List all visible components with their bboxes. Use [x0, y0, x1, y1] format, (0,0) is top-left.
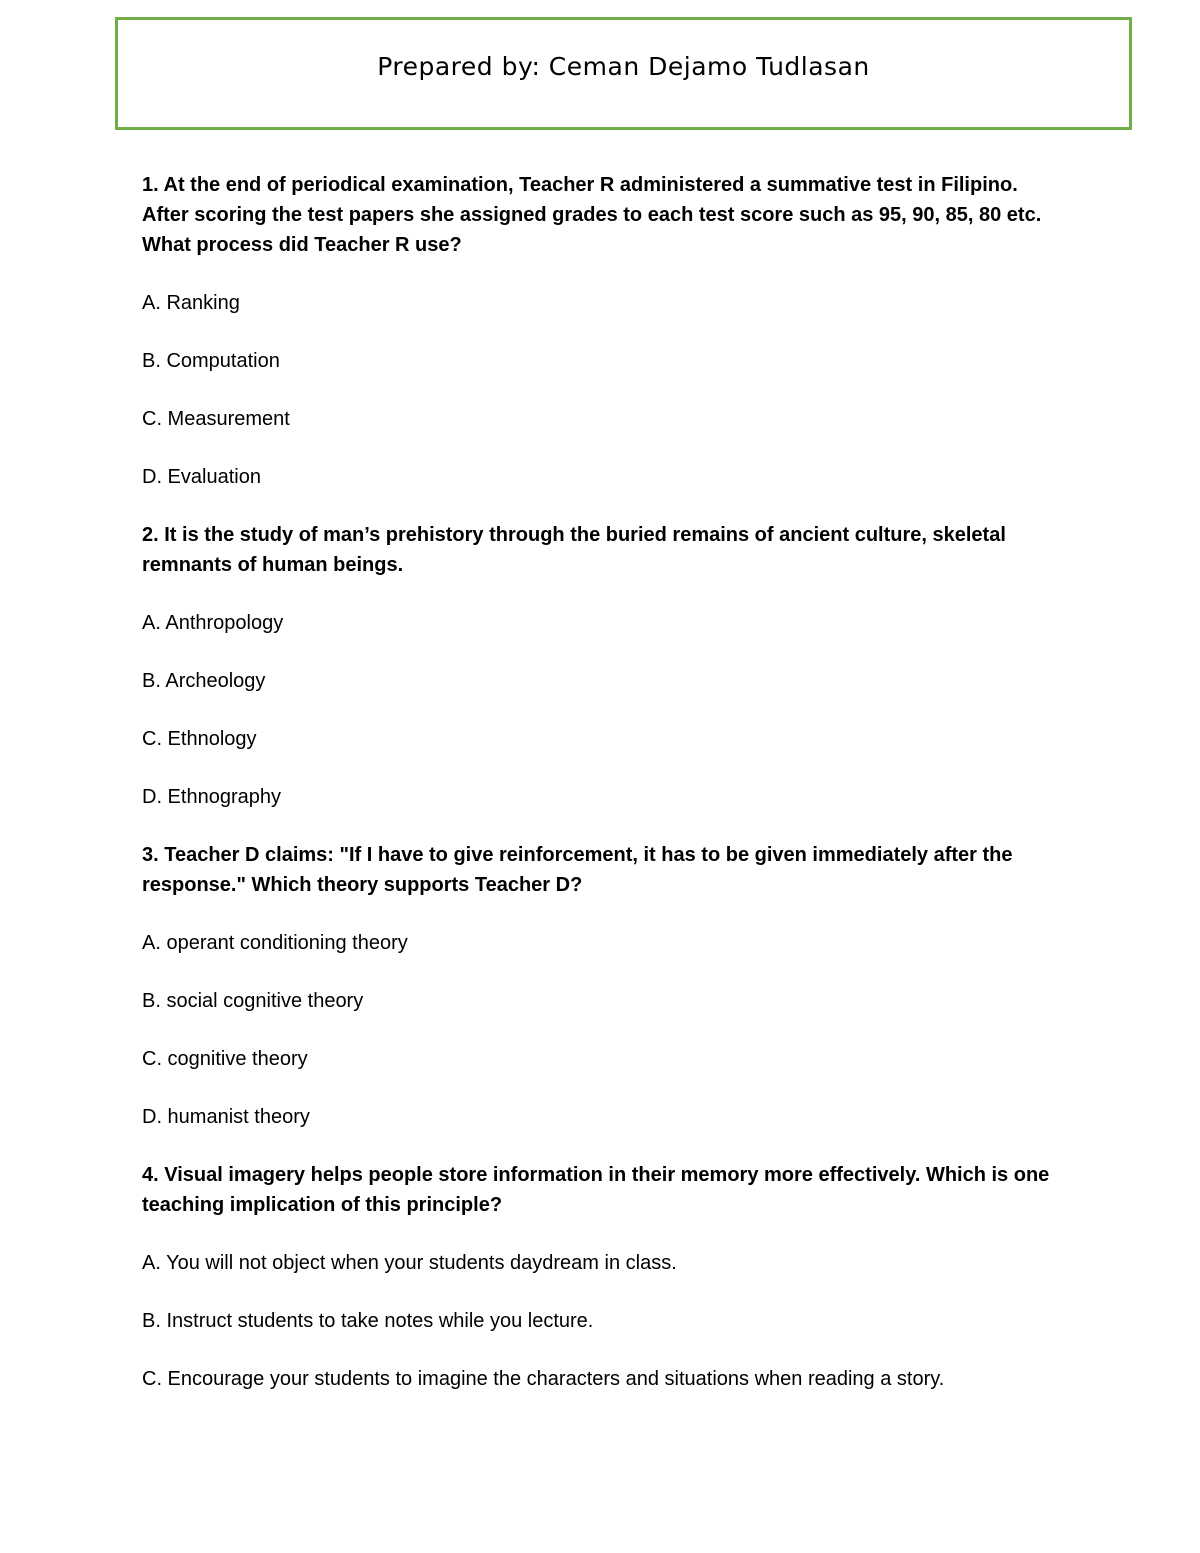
choice-a: A. operant conditioning theory: [142, 932, 408, 954]
header-box: [115, 17, 1132, 130]
question-text: 4. Visual imagery helps people store information in their memory more effectively. Which is one teaching implication of this principle?: [142, 1164, 1050, 1216]
choice-b: B. Instruct students to take notes while you lecture.: [142, 1310, 594, 1332]
question-list: [142, 170, 1062, 1422]
choice-c: C. Measurement: [142, 408, 290, 430]
choice-c: C. cognitive theory: [142, 1048, 308, 1070]
choice-d: D. humanist theory: [142, 1106, 310, 1128]
choice-b: B. Computation: [142, 350, 280, 372]
question-text: 1. At the end of periodical examination, Teacher R administered a summative test in Filipino. After scoring the test papers she assigned grades to each test score such as 95, 90, 85, 80 etc. What process did Teacher R use?: [142, 174, 1042, 256]
choice-d: D. Ethnography: [142, 786, 281, 808]
choice-a: A. Ranking: [142, 292, 240, 314]
choice-b: B. Archeology: [142, 670, 266, 692]
choice-b: B. social cognitive theory: [142, 990, 364, 1012]
question-3: [142, 840, 1062, 1132]
page-title: Prepared by: Ceman Dejamo Tudlasan: [377, 52, 870, 81]
question-text: 3. Teacher D claims: "If I have to give reinforcement, it has to be given immediately after the response." Which theory supports Teacher D?: [142, 844, 1013, 896]
question-4: [142, 1160, 1062, 1394]
question-1: [142, 170, 1062, 492]
choice-d: D. Evaluation: [142, 466, 261, 488]
choice-c: C. Encourage your students to imagine the characters and situations when reading a story.: [142, 1368, 945, 1390]
choice-c: C. Ethnology: [142, 728, 257, 750]
choice-a: A. You will not object when your students daydream in class.: [142, 1252, 677, 1274]
question-2: [142, 520, 1062, 812]
question-text: 2. It is the study of man’s prehistory through the buried remains of ancient culture, skeletal remnants of human beings.: [142, 524, 1006, 576]
choice-a: A. Anthropology: [142, 612, 284, 634]
